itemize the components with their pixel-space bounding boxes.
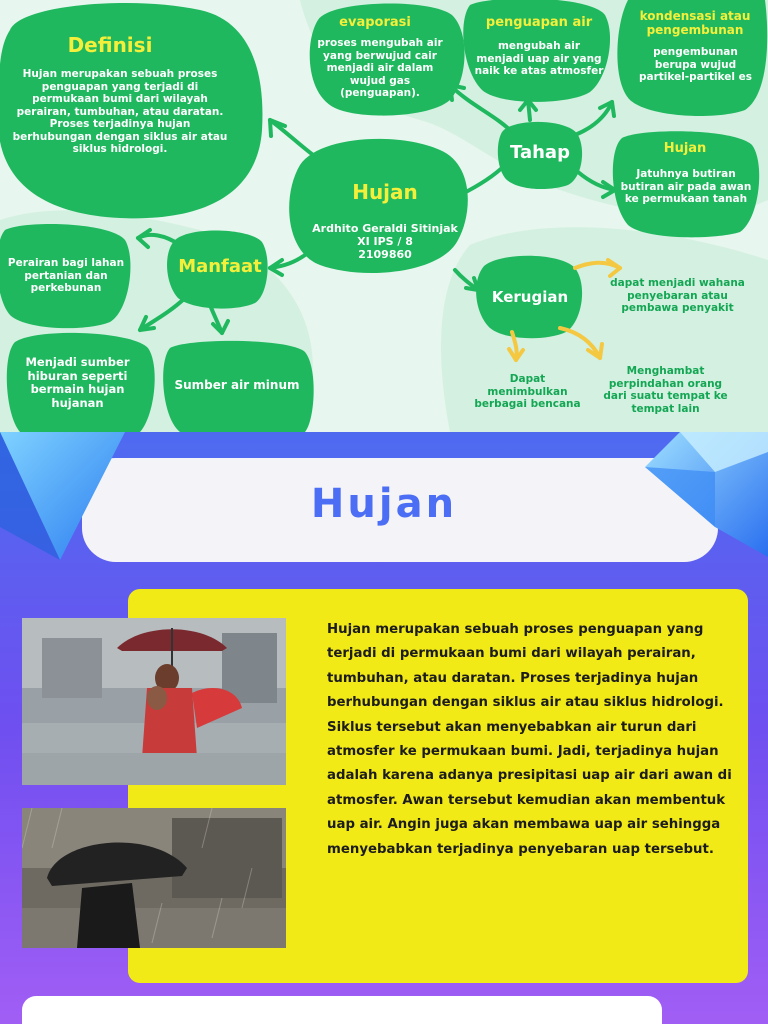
- kondensasi-title: kondensasi atau pengembunan: [639, 9, 751, 37]
- mind-map-panel: [0, 0, 768, 432]
- author-class: XI IPS / 8: [357, 235, 413, 248]
- evaporasi-text: proses mengubah air yang berwujud cair menjadi air dalam wujud gas (penguapan).: [317, 37, 443, 99]
- hujan-stage-text: Jatuhnya butiran butiran air pada awan ke permukaan tanah: [620, 168, 752, 205]
- kerugian-title: Kerugian: [491, 288, 569, 306]
- manfaat-item-1: Perairan bagi lahan pertanian dan perkebunan: [7, 257, 125, 294]
- penguapan-title: penguapan air: [485, 15, 593, 30]
- manfaat-item-2: Menjadi sumber hiburan seperti bermain hujan hujanan: [25, 355, 130, 410]
- center-author-block: [300, 222, 470, 261]
- manfaat-title: Manfaat: [178, 256, 262, 277]
- article-panel: [0, 432, 768, 1024]
- article-paragraph: Hujan merupakan sebuah proses penguapan yang terjadi di permukaan bumi dari wilayah perairan, tumbuhan, atau daratan. Proses terjadinya hujan berhubungan dengan siklus air atau siklus hidrologi. Siklus tersebut akan menyebabkan air turun dari atmosfer ke permukaan bumi. Jadi, terjadinya hujan adalah karena adanya presipitasi uap air dari awan di atmosfer. Awan tersebut kemudian akan membentuk uap air. Angin juga akan membawa uap air sehingga menyebabkan terjadinya penyebaran uap tersebut.: [327, 622, 732, 857]
- manfaat-item-3: Sumber air minum: [174, 378, 300, 392]
- kerugian-item-3: Menghambat perpindahan orang dari suatu tempat ke tempat lain: [603, 365, 728, 415]
- kondensasi-text: pengembunan berupa wujud partikel-partikel es: [638, 46, 753, 83]
- article-title: Hujan: [310, 481, 458, 527]
- definisi-text: Hujan merupakan sebuah proses penguapan yang terjadi di permukaan bumi dari wilayah perairan, tumbuhan, atau daratan. Proses terjadinya hujan berhubungan dengan siklus air atau siklus hidrologi.: [12, 68, 228, 155]
- kerugian-item-1: dapat menjadi wahana penyebaran atau pembawa penyakit: [610, 277, 745, 314]
- evaporasi-title: evaporasi: [339, 15, 411, 30]
- kerugian-item-2: Dapat menimbulkan berbagai bencana: [474, 373, 581, 410]
- definisi-title: Definisi: [67, 33, 153, 57]
- author-id: 2109860: [358, 248, 412, 261]
- flood-photo: [22, 618, 286, 785]
- next-card: [22, 996, 662, 1024]
- tahap-title: Tahap: [510, 142, 570, 163]
- author-name: Ardhito Geraldi Sitinjak: [312, 222, 458, 235]
- center-title: Hujan: [352, 180, 418, 204]
- hujan-stage-title: Hujan: [663, 141, 707, 156]
- umbrella-rain-photo: [22, 808, 286, 948]
- penguapan-text: mengubah air menjadi uap air yang naik ke atas atmosfer: [474, 40, 604, 77]
